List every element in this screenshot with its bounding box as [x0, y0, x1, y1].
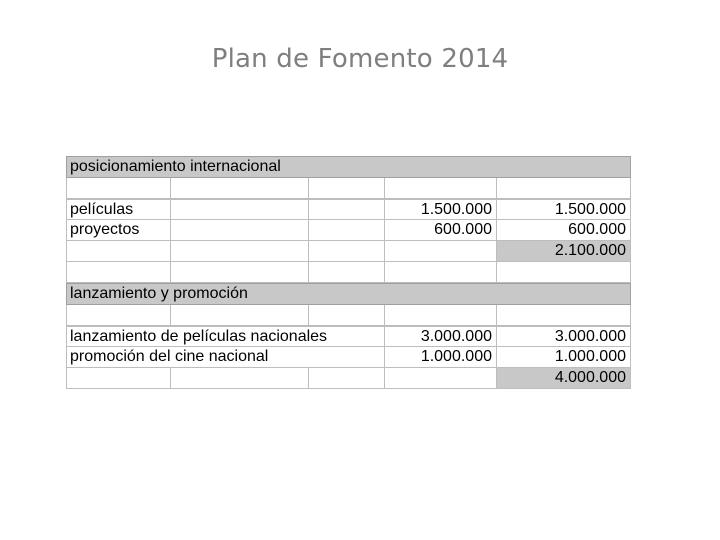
- total-row: [66, 368, 631, 389]
- section-header: [66, 156, 631, 178]
- row-subtotal: 600.000: [568, 221, 626, 238]
- row-subtotal: 1.000.000: [554, 348, 626, 365]
- section-lanzamiento: [66, 283, 631, 389]
- section-total: 2.100.000: [497, 241, 630, 261]
- row-label: películas: [67, 200, 171, 219]
- section-total: 4.000.000: [497, 368, 630, 388]
- row-value: 1.000.000: [385, 347, 497, 367]
- row-label: promoción del cine nacional: [67, 347, 385, 367]
- total-row: [66, 241, 631, 262]
- row-subtotal: 1.500.000: [554, 201, 626, 218]
- table-row: [66, 220, 631, 241]
- table-row: [66, 199, 631, 220]
- table-row: [66, 326, 631, 347]
- row-value: 600.000: [385, 220, 497, 240]
- row-label: lanzamiento de películas nacionales: [67, 327, 385, 346]
- spreadsheet: [66, 156, 631, 389]
- section-heading: posicionamiento internacional: [70, 158, 281, 175]
- row-value: 1.500.000: [385, 200, 497, 219]
- row-label: proyectos: [67, 220, 171, 240]
- empty-row: [66, 262, 631, 283]
- table-row: [66, 347, 631, 368]
- section-header: [66, 283, 631, 305]
- section-heading: lanzamiento y promoción: [70, 285, 248, 302]
- empty-row: [66, 305, 631, 326]
- empty-row: [66, 178, 631, 199]
- row-subtotal: 3.000.000: [554, 328, 626, 345]
- row-value: 3.000.000: [385, 327, 497, 346]
- slide-title: Plan de Fomento 2014: [211, 44, 509, 74]
- section-posicionamiento: [66, 156, 631, 283]
